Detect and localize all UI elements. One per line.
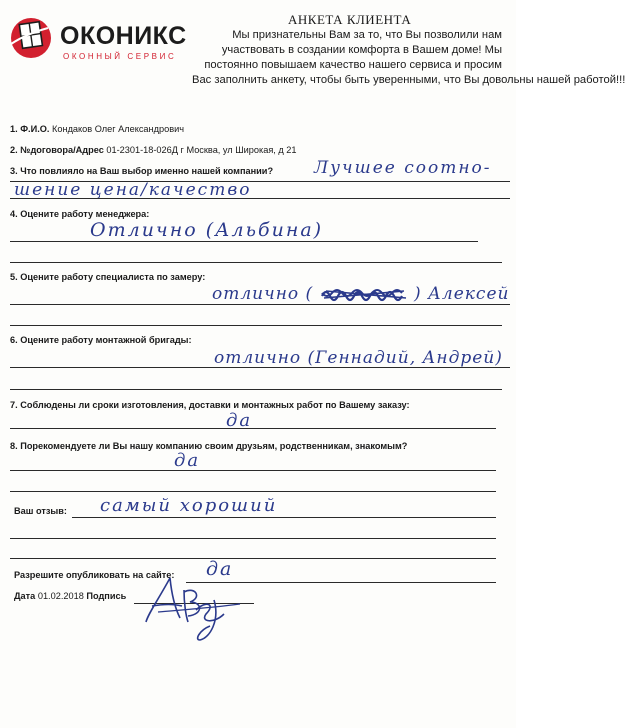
answer-5-part2: ) Алексей: [413, 284, 510, 304]
signature-label: Подпись: [86, 591, 127, 601]
question-4-label: 4. Оцените работу менеджера:: [10, 209, 150, 219]
answer-line: [10, 558, 496, 559]
answer-5-part1: отлично (: [212, 284, 314, 304]
window-logo-icon: [8, 14, 54, 60]
company-logo: [8, 14, 198, 64]
question-6-label: 6. Оцените работу монтажной бригады:: [10, 335, 192, 345]
review-field: [14, 506, 67, 516]
answer-line: [72, 517, 496, 518]
date-label: Дата: [14, 591, 36, 601]
review-answer: самый хороший: [100, 495, 278, 516]
intro-text: [192, 28, 625, 88]
answer-line: [10, 304, 510, 305]
answer-line: [10, 325, 502, 326]
contract-label: 2. №договора/Адрес: [10, 145, 104, 155]
answer-line: [10, 241, 478, 242]
answer-line: [10, 367, 510, 368]
question-3-label: 3. Что повлияло на Ваш выбор именно нашей компании?: [10, 166, 274, 176]
question-8-label: 8. Порекомендуете ли Вы нашу компанию своим друзьям, родственникам, знакомым?: [10, 441, 408, 451]
question-4: [10, 209, 149, 219]
answer-line: [10, 428, 496, 429]
brand-name: ОКОНИКС: [60, 22, 187, 50]
answer-3-line1: Лучшее соотно-: [314, 158, 492, 178]
intro-line: Мы признательны Вам за то, что Вы позволили нам: [232, 29, 502, 41]
answer-line: [10, 389, 502, 390]
date-field: [14, 591, 126, 601]
intro-line: участвовать в создании комфорта в Вашем доме! Мы: [221, 44, 502, 56]
answer-line: [10, 470, 496, 471]
question-7: [10, 400, 410, 410]
answer-8: да: [174, 450, 201, 471]
question-6: [10, 335, 192, 345]
question-5: [10, 272, 205, 282]
question-5-label: 5. Оцените работу специалиста по замеру:: [10, 272, 206, 282]
contract-field: [10, 145, 297, 155]
brand-tagline: ОКОННЫЙ СЕРВИС: [63, 52, 177, 61]
answer-5: [212, 284, 509, 304]
review-label: Ваш отзыв:: [14, 506, 67, 516]
answer-4: Отлично (Альбина): [90, 219, 324, 241]
fio-field: [10, 124, 184, 134]
answer-line: [10, 491, 496, 492]
question-7-label: 7. Соблюдены ли сроки изготовления, доставки и монтажных работ по Вашему заказу:: [10, 400, 410, 410]
intro-line: постоянно повышаем качество нашего сервиса и просим: [204, 59, 502, 71]
intro-line: Вас заполнить анкету, чтобы быть уверенными, что Вы довольны нашей работой!!!: [192, 74, 625, 86]
publish-label: Разрешите опубликовать на сайте:: [14, 570, 175, 580]
handwritten-signature: [140, 570, 250, 650]
fio-label: 1. Ф.И.О.: [10, 124, 50, 134]
question-3: [10, 166, 273, 176]
answer-line: [10, 262, 502, 263]
contract-value: 01-2301-18-026Д г Москва, ул Широкая, д 21: [106, 145, 297, 155]
date-value: 01.02.2018: [37, 591, 84, 601]
publish-answer: да: [206, 558, 234, 580]
form-title: АНКЕТА КЛИЕНТА: [288, 12, 412, 27]
answer-3-line2: шение цена/качество: [14, 180, 252, 200]
answer-7: да: [226, 410, 253, 431]
crossed-out-scribble: [320, 286, 408, 304]
fio-value: Кондаков Олег Александрович: [52, 124, 184, 134]
answer-6: отлично (Геннадий, Андрей): [214, 348, 503, 368]
answer-line: [10, 538, 496, 539]
question-8: [10, 441, 407, 451]
